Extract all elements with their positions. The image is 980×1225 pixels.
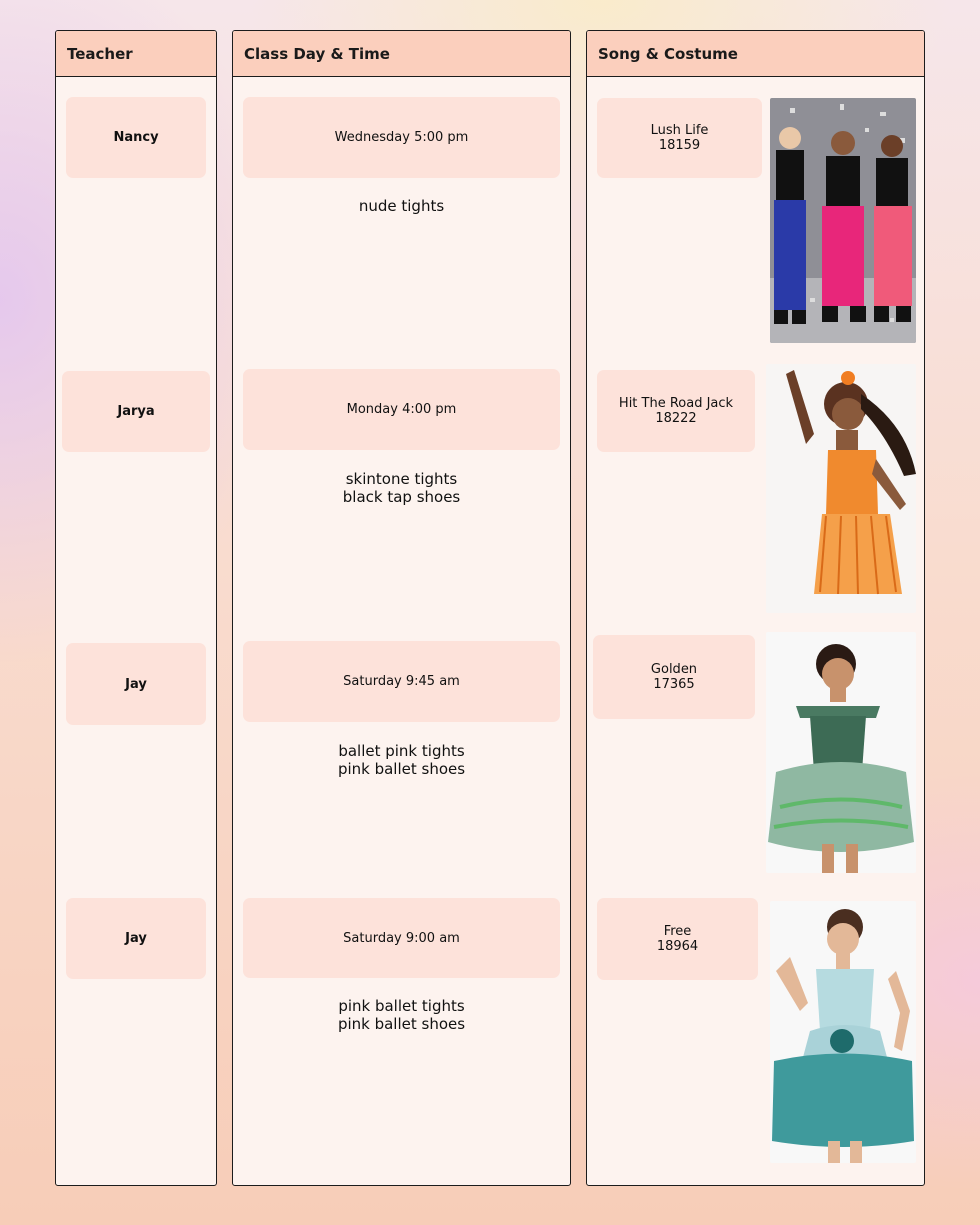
- song-info: [597, 370, 755, 452]
- teal-tutu-costume-photo: [770, 901, 916, 1163]
- teacher-name: Jay: [66, 643, 206, 725]
- class-header: Class Day & Time: [233, 31, 570, 77]
- attire-note: nude tights: [358, 197, 445, 215]
- song-info: [597, 898, 758, 980]
- class-day-time: Saturday 9:00 am: [243, 898, 560, 978]
- teacher-header: Teacher: [56, 31, 216, 77]
- song-header: Song & Costume: [587, 31, 924, 77]
- song-column: [586, 30, 925, 1186]
- green-tutu-costume-photo: [766, 632, 916, 873]
- class-day-time: Saturday 9:45 am: [243, 641, 560, 722]
- song-title-number: Free 18964: [656, 924, 699, 954]
- class-column: [232, 30, 571, 1186]
- teacher-name: Jay: [66, 898, 206, 979]
- class-day-time: Wednesday 5:00 pm: [243, 97, 560, 178]
- song-title-number: Golden 17365: [650, 662, 698, 692]
- teacher-column: [55, 30, 217, 1186]
- song-title-number: Hit The Road Jack 18222: [618, 396, 734, 426]
- attire-note: skintone tights black tap shoes: [342, 470, 461, 506]
- song-info: [597, 98, 762, 178]
- hip-hop-costume-photo: [770, 98, 916, 343]
- attire-note: pink ballet tights pink ballet shoes: [337, 997, 466, 1033]
- song-title-number: Lush Life 18159: [650, 123, 709, 153]
- attire-note: ballet pink tights pink ballet shoes: [337, 742, 466, 778]
- teacher-name: Jarya: [62, 371, 210, 452]
- teacher-name: Nancy: [66, 97, 206, 178]
- song-info: [593, 635, 755, 719]
- orange-fringe-costume-photo: [766, 364, 916, 613]
- class-day-time: Monday 4:00 pm: [243, 369, 560, 450]
